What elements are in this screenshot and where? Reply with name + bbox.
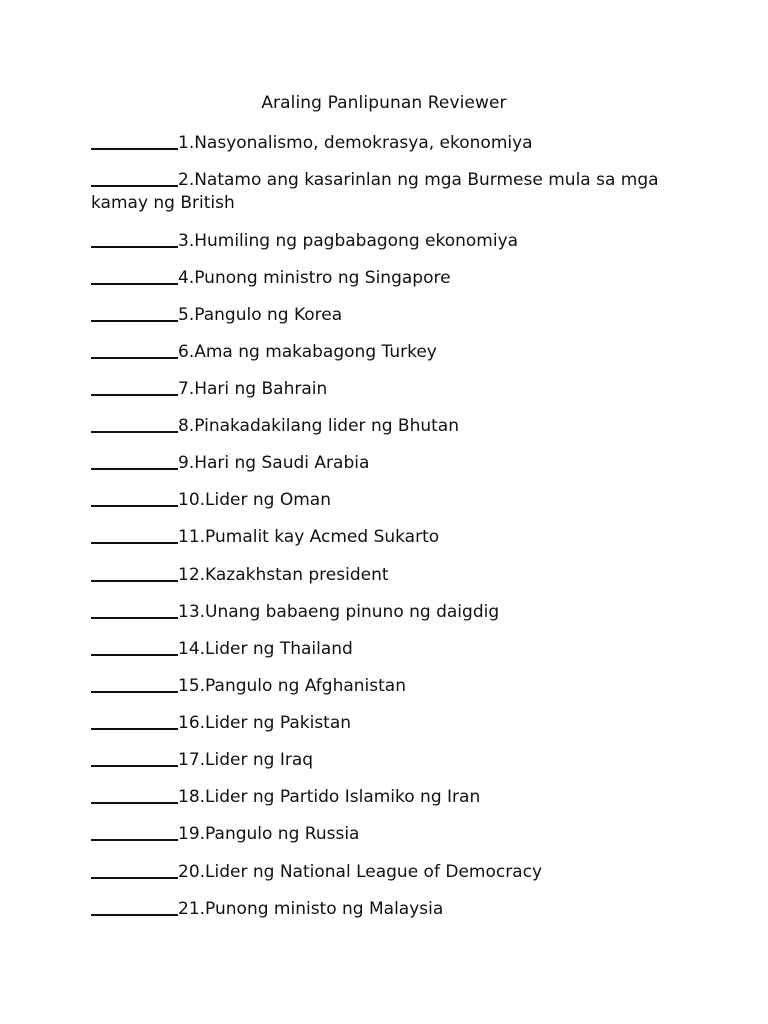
answer-blank	[91, 267, 178, 285]
question-item	[91, 302, 711, 327]
question-item	[91, 167, 711, 215]
answer-blank	[91, 132, 178, 150]
question-text: 14.Lider ng Thailand	[178, 639, 353, 659]
question-text: 8.Pinakadakilang lider ng Bhutan	[178, 416, 459, 436]
question-text: 13.Unang babaeng pinuno ng daigdig	[178, 602, 500, 622]
answer-blank	[91, 675, 178, 693]
question-item	[91, 599, 711, 624]
question-text: 6.Ama ng makabagong Turkey	[178, 342, 437, 362]
question-text: 10.Lider ng Oman	[178, 490, 331, 510]
question-item	[91, 747, 711, 772]
question-item	[91, 784, 711, 809]
question-item	[91, 710, 711, 735]
answer-blank	[91, 749, 178, 767]
question-text: 9.Hari ng Saudi Arabia	[178, 453, 370, 473]
question-item	[91, 339, 711, 364]
question-item	[91, 130, 711, 155]
question-text: 15.Pangulo ng Afghanistan	[178, 676, 406, 696]
question-item	[91, 265, 711, 290]
question-item	[91, 487, 711, 512]
question-item	[91, 562, 711, 587]
answer-blank	[91, 712, 178, 730]
question-item	[91, 376, 711, 401]
question-item	[91, 636, 711, 661]
answer-blank	[91, 564, 178, 582]
question-text: 3.Humiling ng pagbabagong ekonomiya	[178, 231, 519, 251]
question-item	[91, 450, 711, 475]
question-item	[91, 821, 711, 846]
question-text: 5.Pangulo ng Korea	[178, 305, 343, 325]
answer-blank	[91, 638, 178, 656]
answer-blank	[91, 489, 178, 507]
answer-blank	[91, 341, 178, 359]
answer-blank	[91, 601, 178, 619]
question-text: 16.Lider ng Pakistan	[178, 713, 352, 733]
question-item	[91, 228, 711, 253]
question-text: 20.Lider ng National League of Democracy	[178, 862, 543, 882]
answer-blank	[91, 169, 178, 187]
question-item	[91, 524, 711, 549]
answer-blank	[91, 786, 178, 804]
question-text: 2.Natamo ang kasarinlan ng mga Burmese mula sa mga kamay ng British	[91, 170, 659, 213]
question-text: 1.Nasyonalismo, demokrasya, ekonomiya	[178, 133, 533, 153]
answer-blank	[91, 378, 178, 396]
question-item	[91, 673, 711, 698]
answer-blank	[91, 304, 178, 322]
question-text: 11.Pumalit kay Acmed Sukarto	[178, 527, 440, 547]
answer-blank	[91, 898, 178, 916]
question-text: 4.Punong ministro ng Singapore	[178, 268, 451, 288]
answer-blank	[91, 452, 178, 470]
document-title: Araling Panlipunan Reviewer	[261, 93, 507, 113]
answer-blank	[91, 526, 178, 544]
answer-blank	[91, 230, 178, 248]
question-text: 17.Lider ng Iraq	[178, 750, 314, 770]
question-text: 7.Hari ng Bahrain	[178, 379, 328, 399]
question-text: 19.Pangulo ng Russia	[178, 824, 360, 844]
question-text: 12.Kazakhstan president	[178, 565, 389, 585]
question-text: 18.Lider ng Partido Islamiko ng Iran	[178, 787, 481, 807]
question-item	[91, 896, 711, 921]
answer-blank	[91, 861, 178, 879]
answer-blank	[91, 415, 178, 433]
answer-blank	[91, 823, 178, 841]
question-text: 21.Punong ministo ng Malaysia	[178, 899, 444, 919]
question-item	[91, 859, 711, 884]
question-item	[91, 413, 711, 438]
